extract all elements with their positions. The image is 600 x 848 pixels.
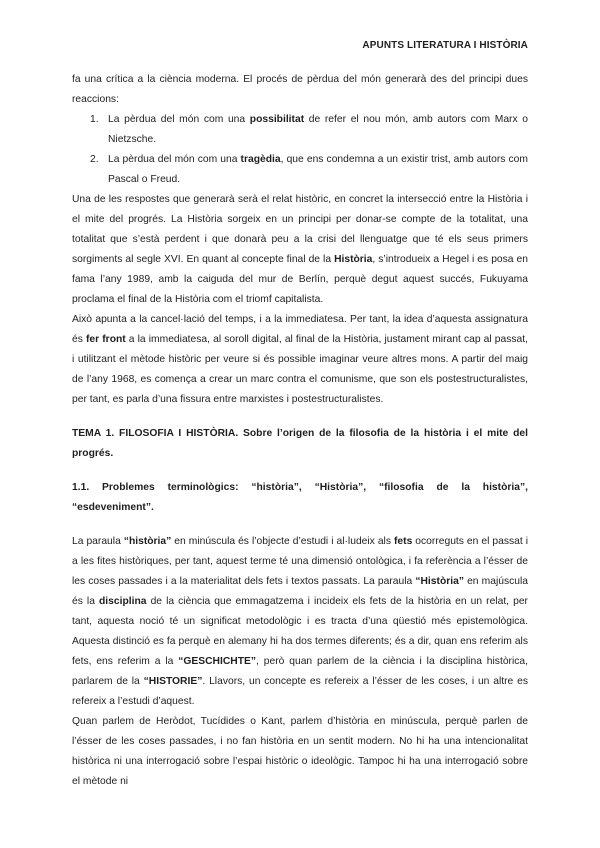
tema-heading: TEMA 1. FILOSOFIA I HISTÒRIA. Sobre l’origen de la filosofia de la història i el mite del progrés. <box>72 428 528 459</box>
list-number: 2. <box>90 154 99 165</box>
page-content <box>72 70 528 792</box>
list-number: 1. <box>90 114 99 125</box>
bold-term: Història <box>334 254 373 265</box>
body-paragraph: Quan parlem de Heròdot, Tucídides o Kant, parlem d’història en minúscula, perquè parlen de l’ésser de les coses passades, i no fan història en un sentit modern. No hi ha una intencionalitat històrica ni una interrogació sobre l’espai històric o ideològic. Tampoc hi ha una interrogació sobre el mètode ni <box>72 716 528 787</box>
body-paragraph: Una de les respostes que generarà serà el relat històric, en concret la intersecció entre la Història i el mite del progrés. La Història sorgeix en un principi per donar-se compte de la totalitat, una totalitat que s’està perdent i que donarà peu a la crisi del llenguatge que té els seus primers sorgiments al segle XVI. En quant al concepte final de la Història, s’introdueix a Hegel i es posa en fama l’any 1989, amb la caiguda del mur de Berlín, perquè degut aquest succés, Fukuyama proclama el final de la Història com el triomf capitalista. <box>72 194 528 305</box>
list-item: 2. La pèrdua del món com una tragèdia, que ens condemna a un existir trist, amb autors com Pascal o Freud. <box>72 150 528 190</box>
bold-term: fer front <box>85 334 126 345</box>
body-paragraph: La paraula “història” en minúscula és l’objecte d’estudi i al·ludeix als fets ocorreguts en el passat i a les fites històriques, per tant, aquest terme té una dimensió ontològica, i fa referència a l’ésser de les coses passades i a la materialitat dels fets i textos passats. La paraula “Història” en majúscula és la disciplina de la ciència que emmagatzema i incideix els fets de la història en un relat, per tant, aquesta noció té un significat metodològic i es tracta d’una qüestió més epistemològica. Aquesta distinció es fa perquè en alemany hi ha dos termes diferents; és a dir, quan ens referim als fets, ens referim a la “GESCHICHTE”, però quan parlem de la ciència i la disciplina històrica, parlarem de la “HISTORIE”. Llavors, un concepte es refereix a l’ésser de les coses, i un altre es refereix a l’estudi d’aquest. <box>72 536 529 707</box>
bold-term: tragèdia <box>240 154 281 165</box>
section-heading: 1.1. Problemes terminològics: “història”, “Història”, “filosofia de la història”, “esdeveniment”. <box>72 482 528 513</box>
body-paragraph: Això apunta a la cancel·lació del temps, i a la immediatesa. Per tant, la idea d’aquesta assignatura és fer front a la immediatesa, al soroll digital, al final de la Història, justament mirant cap al passat, i utilitzant el mètode històric per veure si és possible imaginar veure altres mons. A partir del maig de l’any 1968, es comença a crear un marc contra el comunisme, que son els postestructuralistes, per tant, es parla d’una fissura entre marxistes i postestructuralistes. <box>72 314 528 405</box>
intro-paragraph: fa una crítica a la ciència moderna. El procés de pèrdua del món generarà des del principi dues reaccions: <box>72 74 528 105</box>
bold-term: possibilitat <box>249 114 305 125</box>
reactions-list <box>72 110 528 190</box>
list-item: 1. La pèrdua del món com una possibilitat de refer el nou món, amb autors com Marx o Nietzsche. <box>72 110 528 150</box>
page-header: APUNTS LITERATURA I HISTÒRIA <box>362 40 528 51</box>
